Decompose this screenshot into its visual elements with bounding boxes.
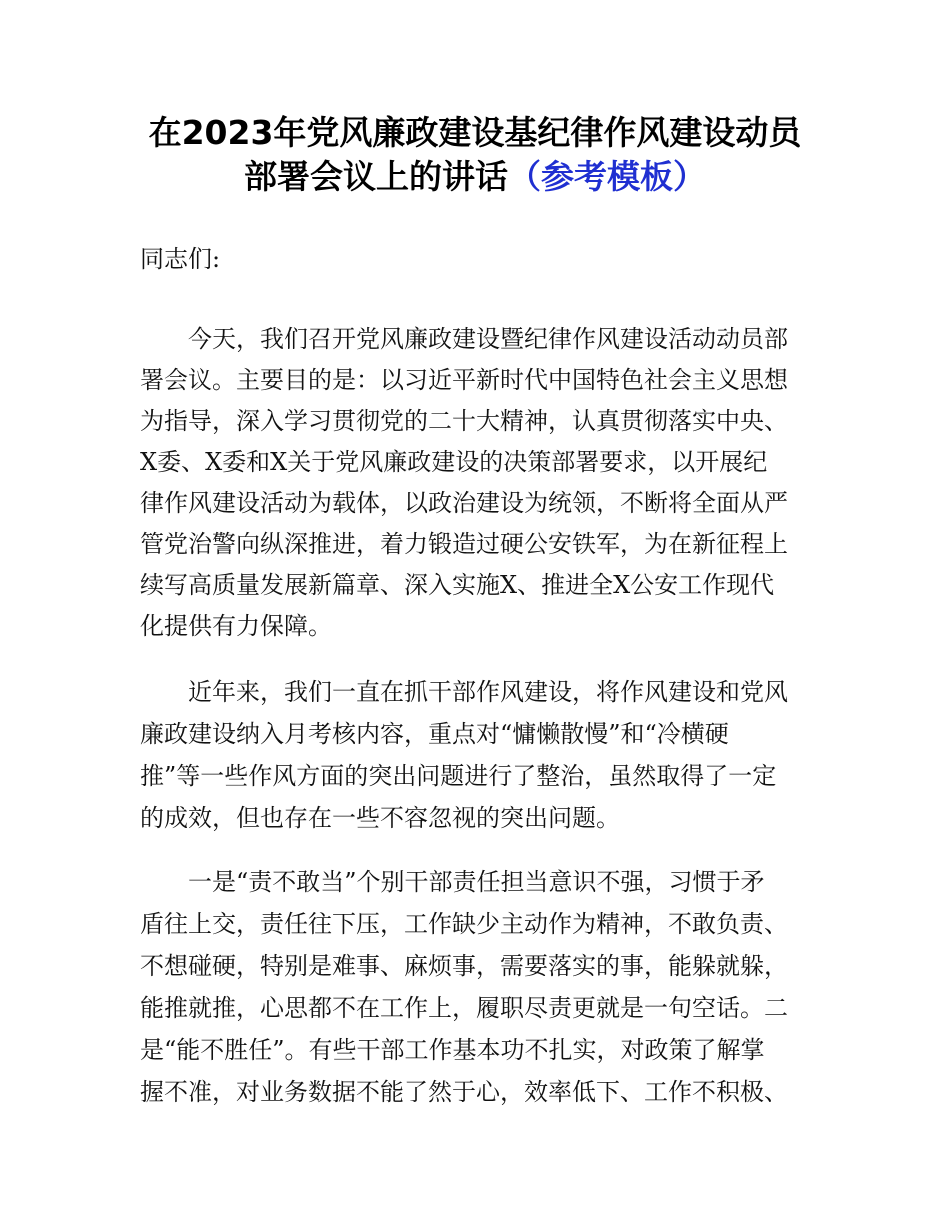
- body-line: X委、X委和X关于党风廉政建设的决策部署要求，以开展纪: [140, 448, 768, 476]
- body-line: 盾往上交，责任往下压，工作缺少主动作为精神，不敢负责、: [140, 910, 788, 938]
- body-line: 廉政建设纳入月考核内容，重点对“慵懒散慢”和“冷横硬: [140, 720, 729, 748]
- body-line: 管党治警向纵深推进，着力锻造过硬公安铁军，为在新征程上: [140, 530, 788, 558]
- body-line: 为指导，深入学习贯彻党的二十大精神，认真贯彻落实中央、: [140, 407, 788, 435]
- body-line: 近年来，我们一直在抓干部作风建设，将作风建设和党风: [140, 678, 788, 706]
- document-title-line-1: [120, 113, 830, 152]
- document-title-line-2: [120, 157, 830, 196]
- body-line: 的成效，但也存在一些不容忽视的突出问题。: [140, 804, 620, 832]
- body-line: 续写高质量发展新篇章、深入实施X、推进全X公安工作现代: [140, 571, 775, 599]
- body-line: 署会议。主要目的是：以习近平新时代中国特色社会主义思想: [140, 366, 788, 394]
- body-line: 律作风建设活动为载体，以政治建设为统领，不断将全面从严: [140, 489, 788, 517]
- title-line-1-text: 在2023年党风廉政建设基纪律作风建设动员: [148, 113, 802, 152]
- greeting: 同志们:: [140, 245, 221, 273]
- body-line: 推”等一些作风方面的突出问题进行了整治，虽然取得了一定: [140, 762, 777, 790]
- body-line: 能推就推，心思都不在工作上，履职尽责更就是一句空话。二: [140, 994, 788, 1022]
- body-line: 一是“责不敢当”个别干部责任担当意识不强，习惯于矛: [140, 868, 765, 896]
- body-line: 是“能不胜任”。有些干部工作基本功不扎实，对政策了解掌: [140, 1036, 765, 1064]
- body-line: 今天，我们召开党风廉政建设暨纪律作风建设活动动员部: [140, 325, 788, 353]
- body-line: 化提供有力保障。: [140, 612, 332, 640]
- title-line-2-text: 部署会议上的讲话: [244, 157, 508, 196]
- title-reference-note: （参考模板）: [508, 157, 706, 196]
- body-line: 握不准，对业务数据不能了然于心，效率低下、工作不积极、: [140, 1078, 788, 1106]
- body-line: 不想碰硬，特别是难事、麻烦事，需要落实的事，能躲就躲，: [140, 952, 788, 980]
